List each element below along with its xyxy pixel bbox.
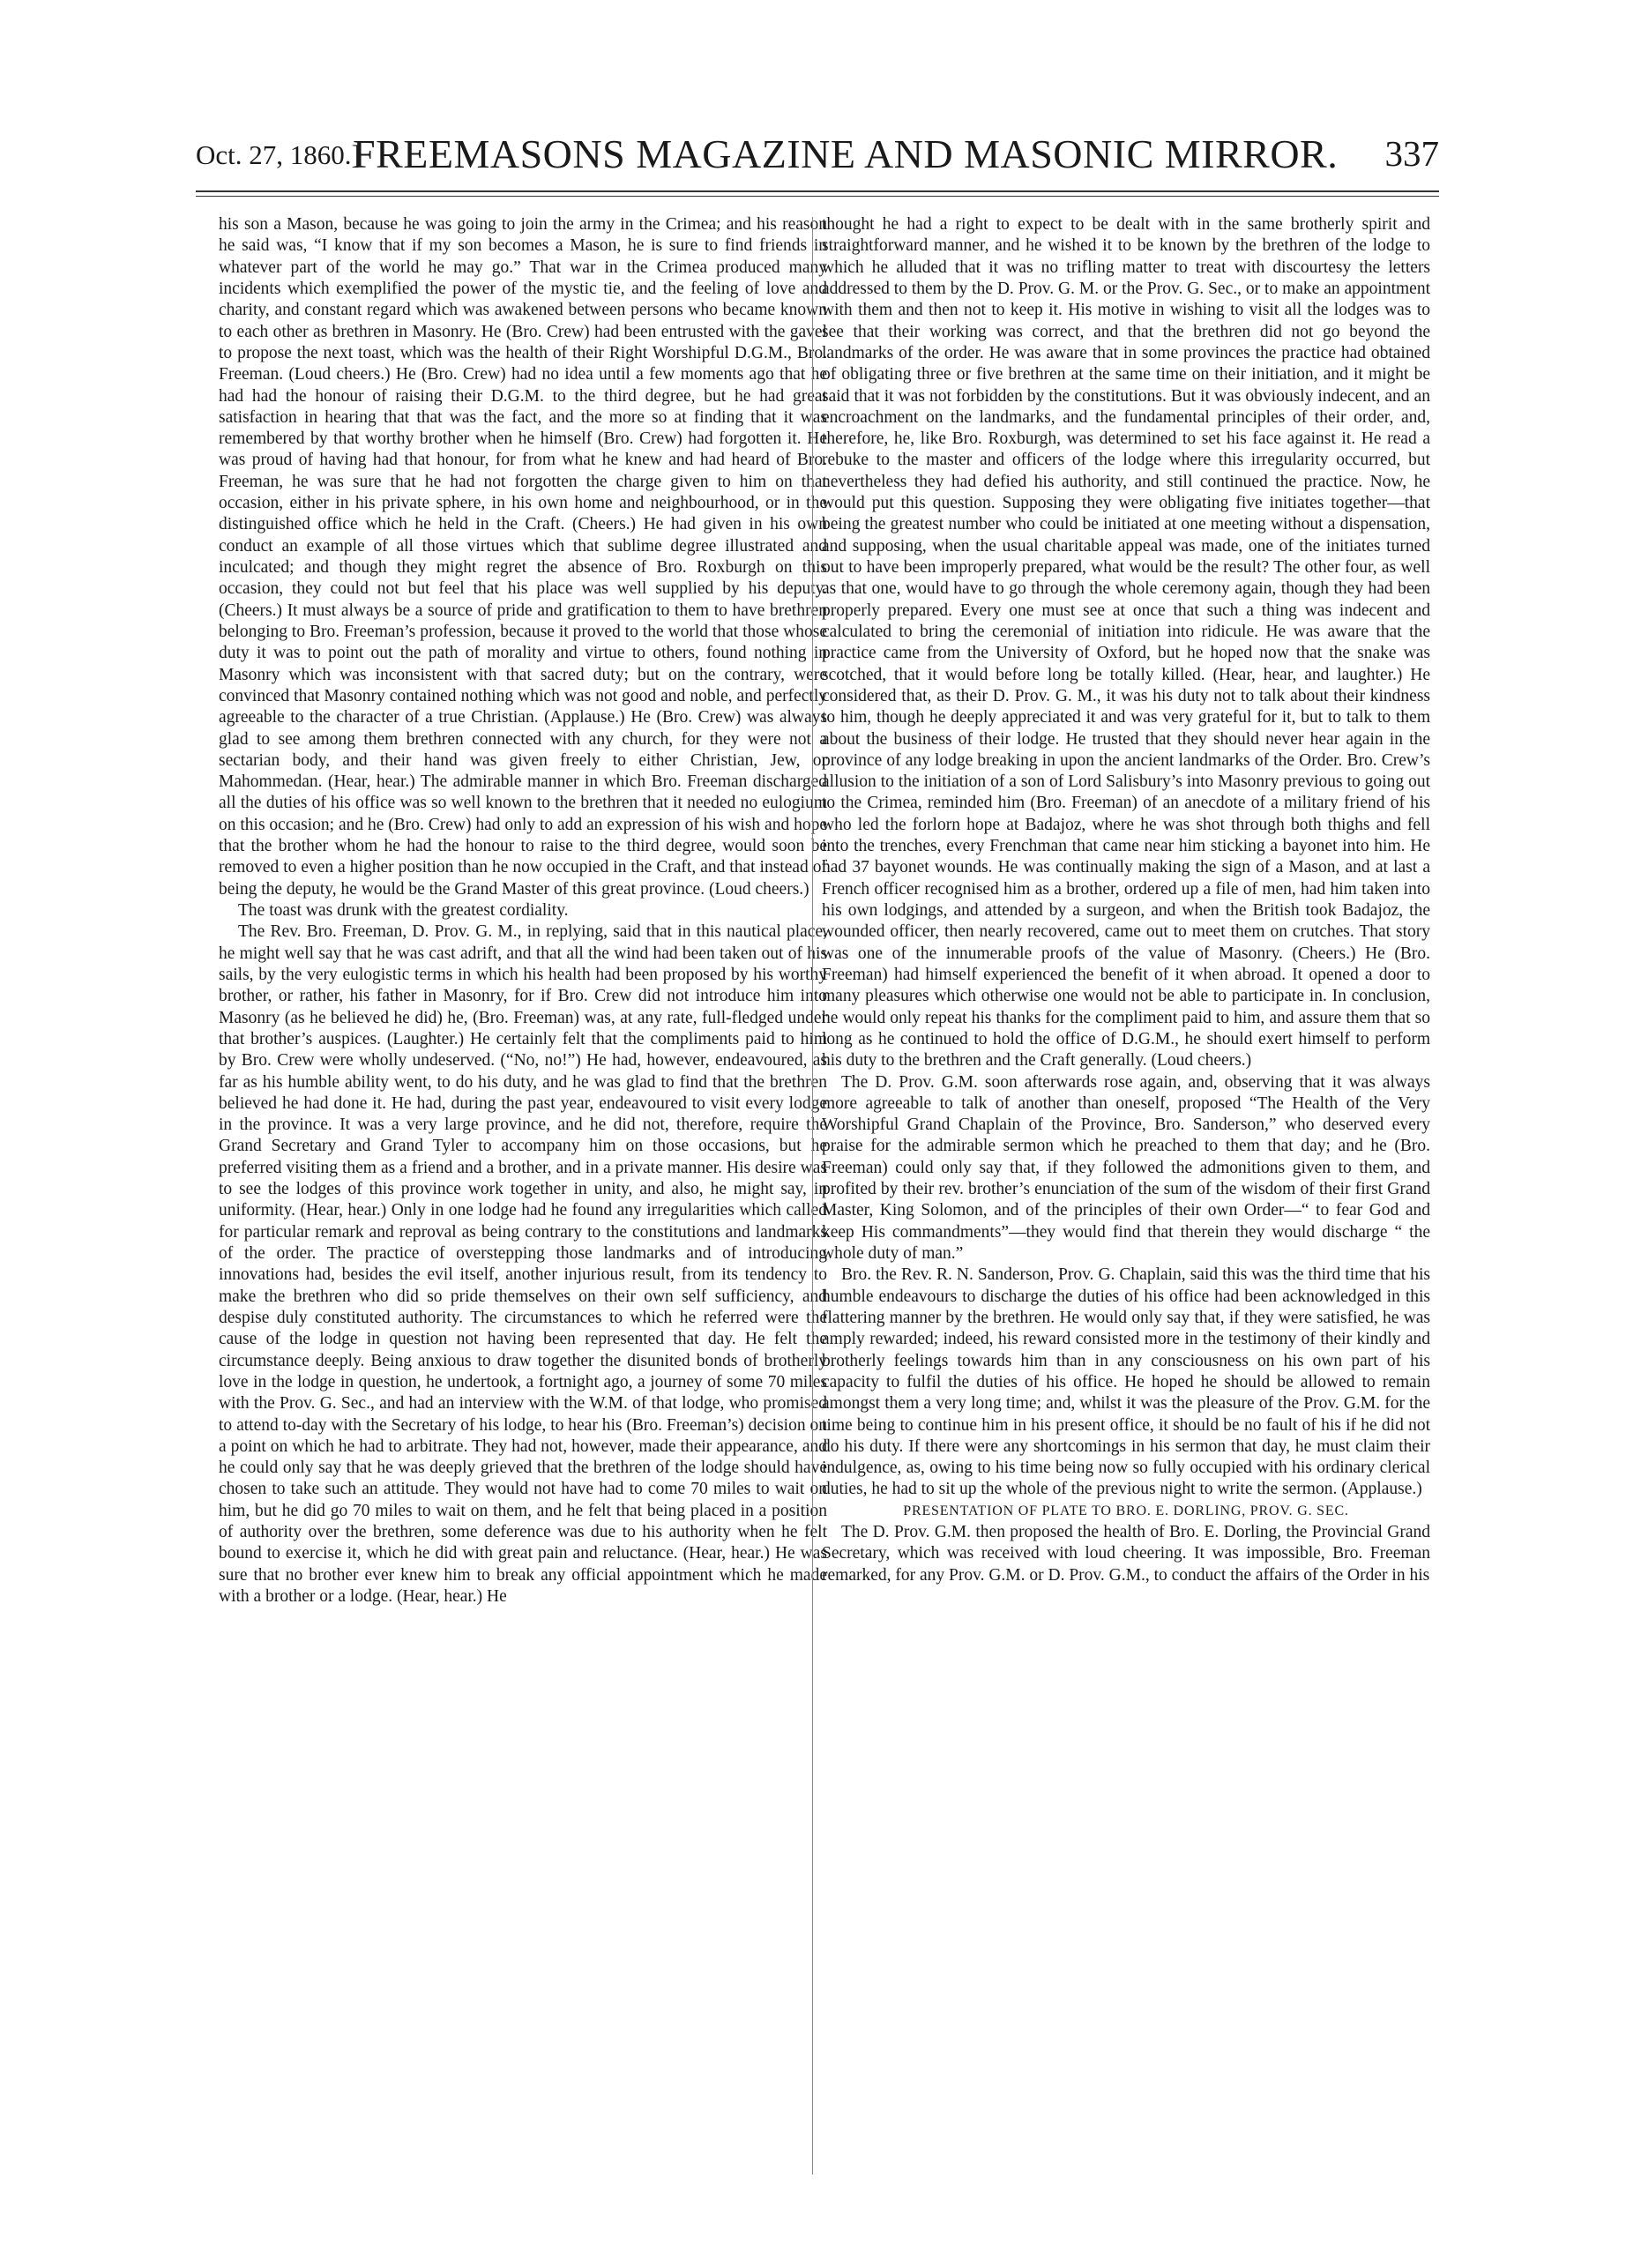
right-column — [822, 214, 1430, 1586]
column-divider — [812, 217, 813, 2175]
header-rule-thick — [196, 190, 1439, 192]
paragraph: The D. Prov. G.M. soon afterwards rose again, and, observing that it was always more agreeable to talk of another than oneself, proposed “The Health of the Very Worshipful Grand Chaplain of the Province, Bro. Sanderson,” who deserved every praise for the admirable sermon which he preached to them that day; and he (Bro. Freeman) could only say that, if they followed the admonitions given to them, and profited by their rev. brother’s enunciation of the sum of the wisdom of their first Grand Master, King Solomon, and of the principles of their own Order—“ to fear God and keep His commandments”—they would find that therein they would discharge “ the whole duty of man.” — [822, 1072, 1430, 1263]
paragraph: his son a Mason, because he was going to join the army in the Crimea; and his reason he said was, “I know that if my son becomes a Mason, he is sure to find friends in whatever part of the world he may go.” That war in the Crimea produced many incidents which exemplified the power of the mystic tie, and the feeling of love and charity, and constant regard which was awakened between persons who became known to each other as brethren in Masonry. He (Bro. Crew) had been entrusted with the gavel to propose the next toast, which was the health of their Right Worshipful D.G.M., Bro. Freeman. (Loud cheers.) He (Bro. Crew) had no idea until a few moments ago that he had had the honour of raising their D.G.M. to the third degree, but he had great satisfaction in hearing that that was the fact, and the more so at finding that it was remembered by that worthy brother when he himself (Bro. Crew) had forgotten it. He was proud of having had that honour, for from what he knew and had heard of Bro. Freeman, he was sure that he had not forgotten the charge given to him on that occasion, either in his private sphere, in his own home and neighbourhood, or in the distinguished office which he held in the Craft. (Cheers.) He had given in his own conduct an example of all those virtues which that sublime degree illustrated and inculcated; and though they might regret the absence of Bro. Roxburgh on this occasion, they could not but feel that his place was well supplied by his deputy. (Cheers.) It must always be a source of pride and gratification to them to have brethren belonging to Bro. Freeman’s profession, because it proved to the world that those whose duty it was to point out the path of morality and virtue to others, found nothing in Masonry which was inconsistent with that sacred duty; but on the contrary, were convinced that Masonry contained nothing which was not good and noble, and perfectly agreeable to the character of a true Christian. (Applause.) He (Bro. Crew) was always glad to see among them brethren connected with any church, for they were not a sectarian body, and their hand was given freely to either Christian, Jew, or Mahommedan. (Hear, hear.) The admirable manner in which Bro. Freeman discharged all the duties of his office was so well known to the brethren that it needed no eulogium on this occasion; and he (Bro. Crew) had only to add an expression of his wish and hope that the brother whom he had the honour to raise to the third degree, would soon be removed to even a higher position than he now occupied in the Craft, and that instead of being the deputy, he would be the Grand Master of this great province. (Loud cheers.) — [219, 215, 827, 899]
masthead-title: FREEMASONS MAGAZINE AND MASONIC MIRROR. — [353, 131, 1339, 176]
paragraph: The Rev. Bro. Freeman, D. Prov. G. M., in replying, said that in this nautical place, he might well say that he was cast adrift, and that all the wind had been taken out of his sails, by the very eulogistic terms in which his health had been proposed by his worthy brother, or rather, his father in Masonry, for if Bro. Crew did not introduce him into Masonry (as he believed he did) he, (Bro. Freeman) was, at any rate, full-fledged under that brother’s auspices. (Laughter.) He certainly felt that the compliments paid to him by Bro. Crew were wholly undeserved. (“No, no!”) He had, however, endeavoured, as far as his humble ability went, to do his duty, and he was glad to find that the brethren believed he had done it. He had, during the past year, endeavoured to visit every lodge in the province. It was a very large province, and he did not, therefore, require the Grand Secretary and Grand Tyler to accompany him on those occasions, but he preferred visiting them as a friend and a brother, and in a private manner. His desire was to see the lodges of this province work together in unity, and also, he might say, in uniformity. (Hear, hear.) Only in one lodge had he found any irregularities which called for particular remark and reproval as being contrary to the constitutions and landmarks of the order. The practice of overstepping those landmarks and of introducing innovations had, besides the evil itself, another injurious result, from its tendency to make the brethren who did so pride themselves on their own self sufficiency, and despise duly constituted authority. The circumstances to which he referred were the cause of the lodge in question not having been represented that day. He felt the circumstance deeply. Being anxious to draw together the disunited bonds of brotherly love in the lodge in question, he undertook, a fortnight ago, a journey of some 70 miles with the Prov. G. Sec., and had an interview with the W.M. of that lodge, who promised to attend to-day with the Secretary of his lodge, to hear his (Bro. Freeman’s) decision on a point on which he had to arbitrate. They had not, however, made their appearance, and he could only say that he was deeply grieved that the brethren of the lodge should have chosen to take such an attitude. They would not have had to come 70 miles to wait on him, but he did go 70 miles to wait on them, and he felt that being placed in a position of authority over the brethren, some deference was due to his authority when he felt bound to exercise it, which he did with great pain and reluctance. (Hear, hear.) He was sure that no brother ever knew him to break any official appointment which he made with a brother or a lodge. (Hear, hear.) He — [219, 922, 827, 1606]
paragraph: Bro. the Rev. R. N. Sanderson, Prov. G. Chaplain, said this was the third time that his humble endeavours to discharge the duties of his office had been acknowledged in this flattering manner by the brethren. He would only say that, if they were satisfied, he was amply rewarded; indeed, his reward consisted more in the testimony of their kindly and brotherly feelings towards him than in any consciousness on his own part of his capacity to fulfil the duties of his office. He hoped he should be allowed to remain amongst them a very long time; and, whilst it was the pleasure of the Prov. G.M. for the time being to continue him in his present office, it should be no fault of his if he did not do his duty. If there were any shortcomings in his sermon that day, he must claim their indulgence, as, owing to his time being now so fully occupied with his ordinary clerical duties, he had to sit up the whole of the previous night to write the sermon. (Applause.) — [822, 1265, 1430, 1499]
paragraph: The D. Prov. G.M. then proposed the health of Bro. E. Dorling, the Provincial Grand Secretary, which was received with loud cheering. It was impossible, Bro. Freeman remarked, for any Prov. G.M. or D. Prov. G.M., to conduct the affairs of the Order in his — [822, 1523, 1430, 1585]
paragraph: thought he had a right to expect to be dealt with in the same brotherly spirit and straightforward manner, and he wished it to be known by the brethren of the lodge to which he alluded that it was no trifling matter to treat with discourtesy the letters addressed to them by the D. Prov. G. M. or the Prov. G. Sec., or to make an appointment with them and then not to keep it. His motive in wishing to visit all the lodges was to see that their working was correct, and that the brethren did not go beyond the landmarks of the order. He was aware that in some provinces the practice had obtained of obligating three or five brethren at the same time on their initiation, and it might be said that it was not forbidden by the constitutions. But it was obviously indecent, and an encroachment on the landmarks, and the fundamental principles of their order, and, therefore, he, like Bro. Roxburgh, was determined to set his face against it. He read a rebuke to the master and officers of the lodge where this irregularity occurred, but nevertheless they had defied his authority, and still continued the practice. Now, he would put this question. Supposing they were obligating five initiates together—that being the greatest number who could be initiated at one meeting without a dispensation, and supposing, when the usual charitable appeal was made, one of the initiates turned out to have been improperly prepared, what would be the result? The other four, as well as that one, would have to go through the whole ceremony again, though they had been properly prepared. Every one must see at once that such a thing was indecent and calculated to bring the ceremonial of initiation into ridicule. He was aware that the practice came from the University of Oxford, but he hoped now that the snake was scotched, that it would before long be totally killed. (Hear, hear, and laughter.) He considered that, as their D. Prov. G. M., it was his duty not to talk about their kindness to him, though he deeply appreciated it and was very grateful for it, but to talk to them about the business of their lodge. He trusted that they should never hear again in the province of any lodge breaking in upon the ancient landmarks of the Order. Bro. Crew’s allusion to the initiation of a son of Lord Salisbury’s into Masonry previous to going out to the Crimea, reminded him (Bro. Freeman) of an anecdote of a military friend of his who led the forlorn hope at Badajoz, where he was shot through both thighs and fell into the trenches, every Frenchman that came near him sticking a bayonet into him. He had 37 bayonet wounds. He was continually making the sign of a Mason, and at last a French officer recognised him as a brother, ordered up a file of men, had him taken into his own lodgings, and attended by a surgeon, and when the British took Badajoz, the wounded officer, then nearly recovered, came out to meet them on crutches. That story was one of the innumerable proofs of the value of Masonry. (Cheers.) He (Bro. Freeman) had himself experienced the benefit of it when abroad. It opened a door to many pleasures which otherwise one would not be able to participate in. In conclusion, he would only repeat his thanks for the compliment paid to him, and assure them that so long as he continued to hold the office of D.G.M., he should exert himself to perform his duty to the brethren and the Craft generally. (Loud cheers.) — [822, 215, 1430, 1071]
left-column — [219, 214, 827, 1608]
section-subheading: PRESENTATION OF PLATE TO BRO. E. DORLING, PROV. G. SEC. — [903, 1503, 1349, 1518]
paragraph: The toast was drunk with the greatest cordiality. — [238, 901, 569, 920]
issue-date: Oct. 27, 1860.] — [196, 139, 361, 170]
page-number: 337 — [1384, 133, 1439, 174]
header-rule-thin — [196, 196, 1439, 197]
page-header — [196, 131, 1439, 183]
